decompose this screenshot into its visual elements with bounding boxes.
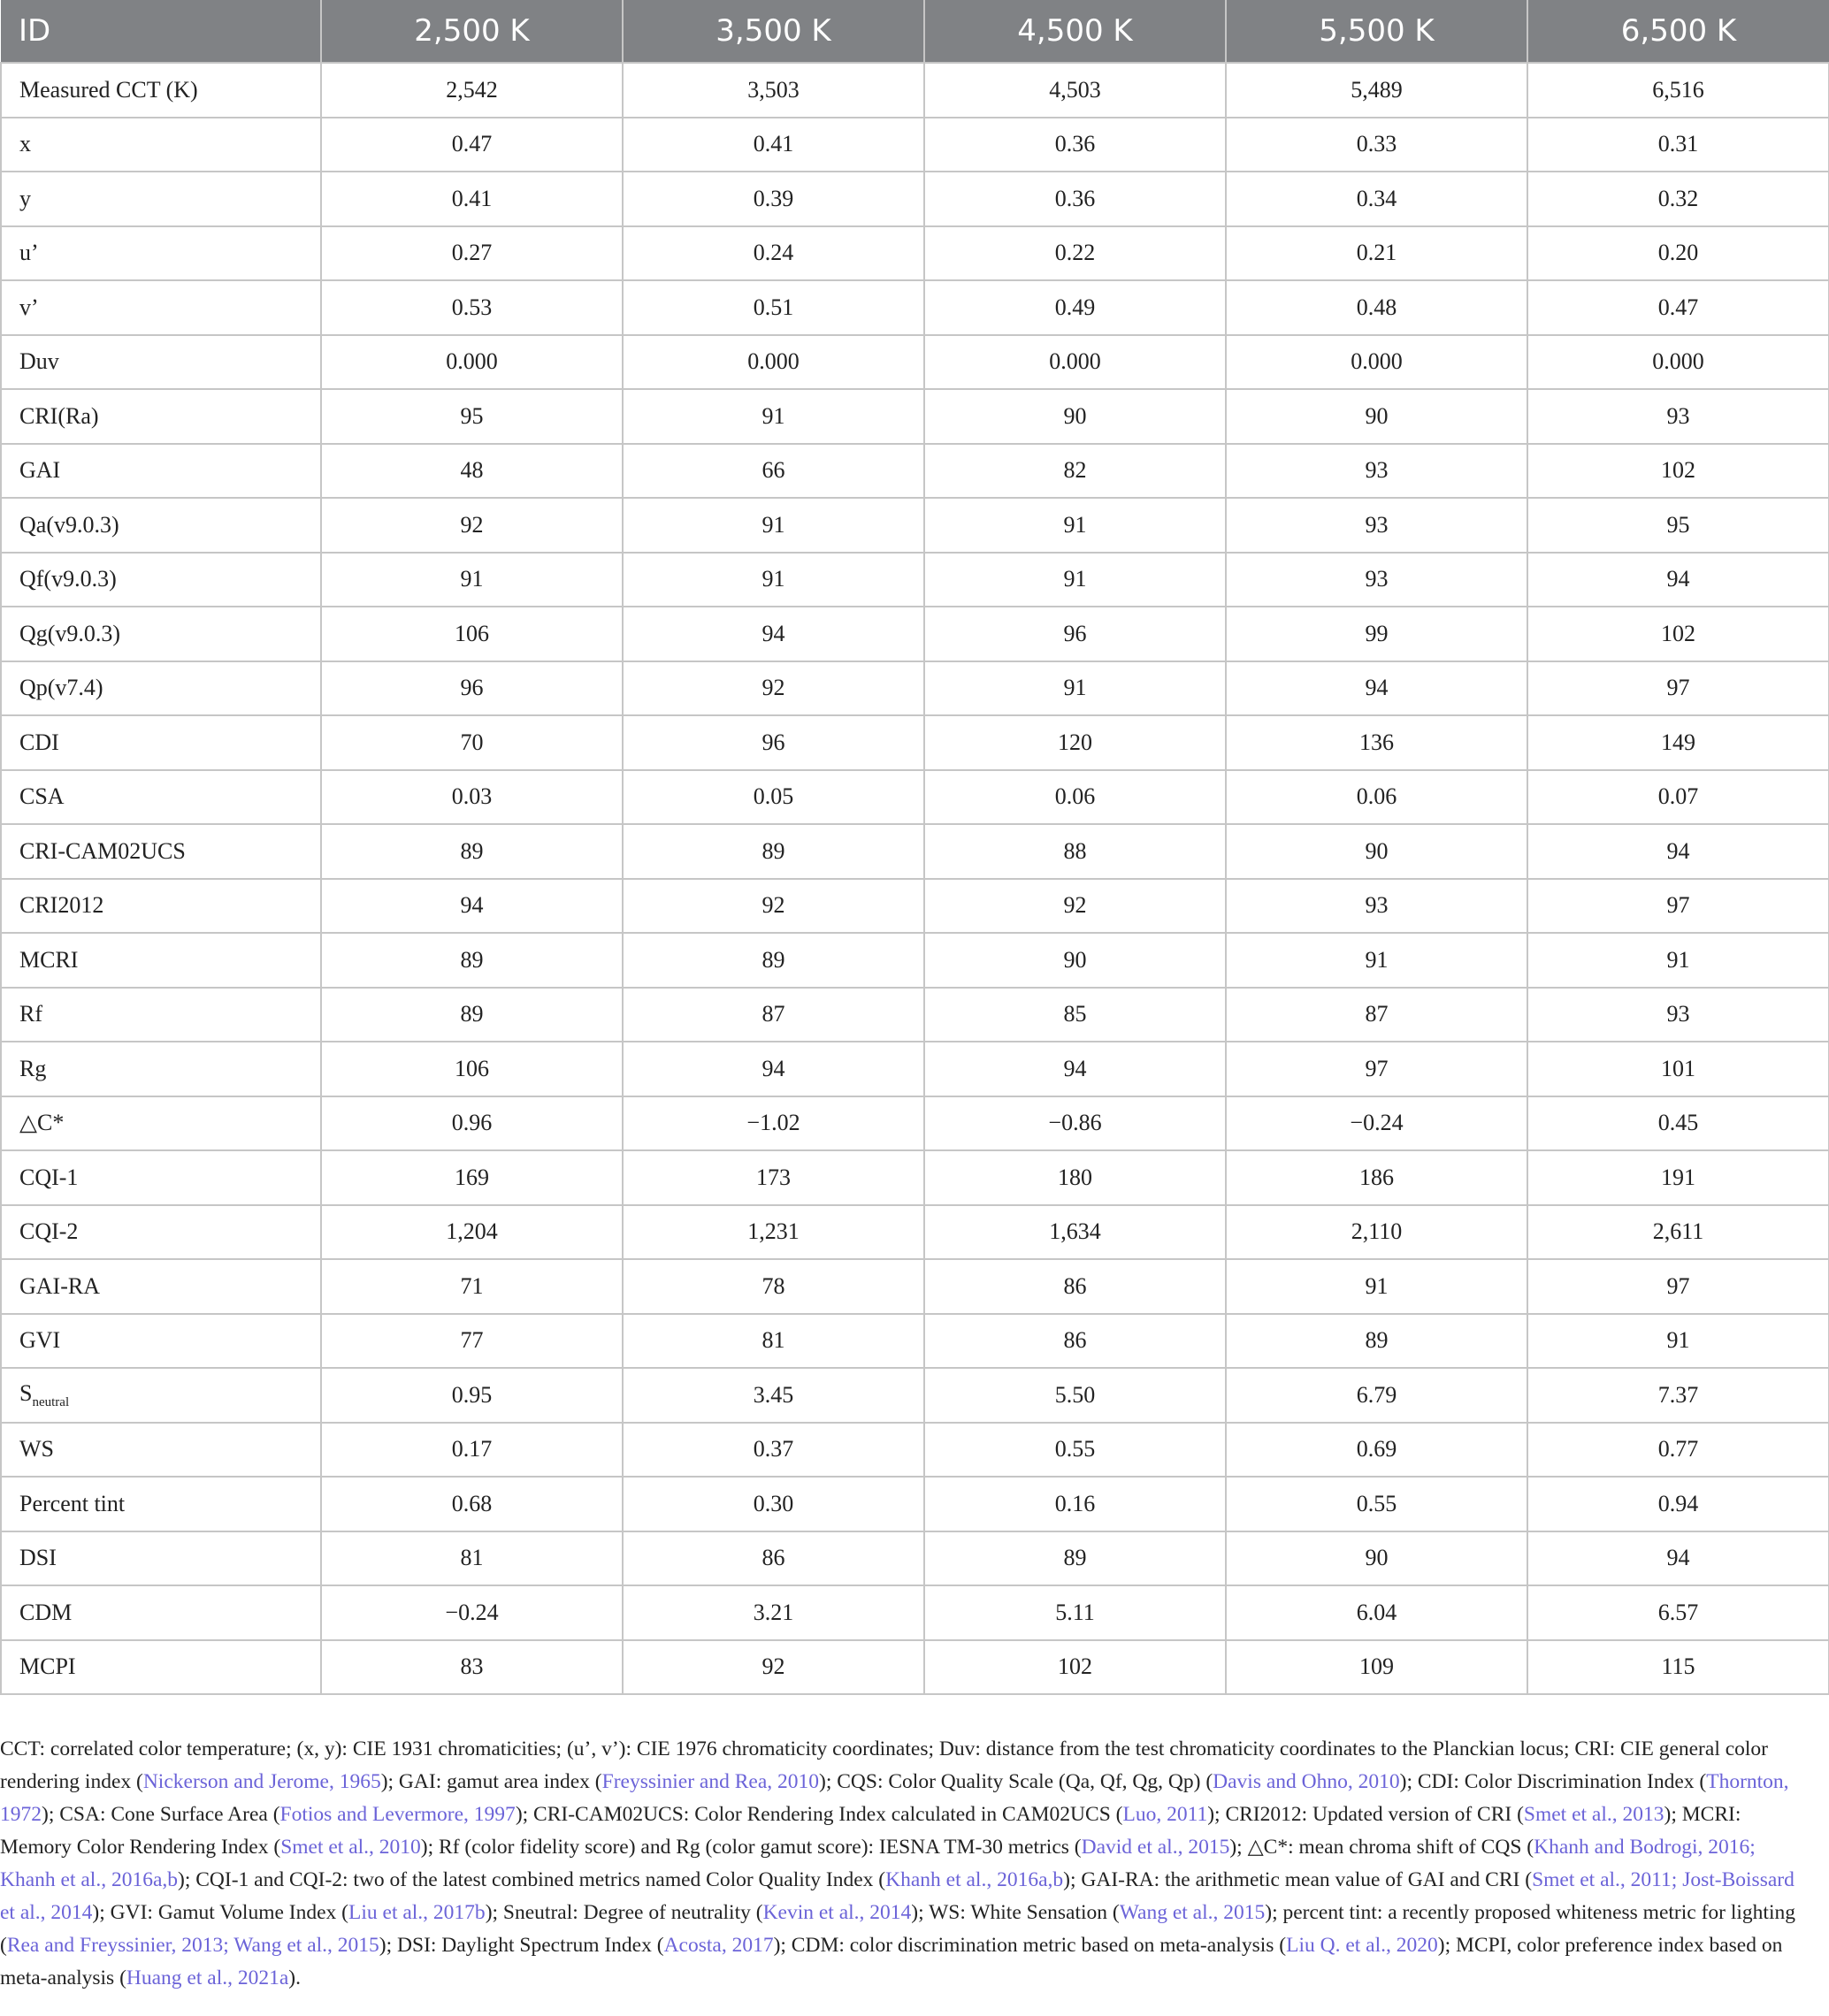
- table-cell: 0.96: [321, 1096, 623, 1151]
- table-cell: 0.36: [924, 118, 1226, 172]
- citation-link[interactable]: Freyssinier and Rea, 2010: [601, 1770, 820, 1793]
- table-cell: 90: [1226, 1531, 1527, 1586]
- table-cell: 86: [924, 1314, 1226, 1369]
- table-cell: 0.000: [1527, 335, 1829, 390]
- citation-link[interactable]: Liu Q. et al., 2020: [1286, 1934, 1438, 1957]
- footnote-text: ); Rf (color fidelity score) and Rg (color gamut score): IESNA TM-30 metrics (: [420, 1836, 1082, 1859]
- table-cell: 93: [1226, 553, 1527, 607]
- citation-link[interactable]: Liu et al., 2017b: [348, 1901, 486, 1924]
- table-cell: 180: [924, 1150, 1226, 1205]
- table-cell: 0.95: [321, 1368, 623, 1423]
- table-row: [1, 280, 1829, 335]
- table-cell: 87: [1226, 988, 1527, 1042]
- table-row: [1, 1042, 1829, 1096]
- table-cell: 0.05: [623, 770, 924, 825]
- header-cct-1: 2,500 K: [321, 0, 623, 63]
- table-cell: 0.53: [321, 280, 623, 335]
- table-cell: 99: [1226, 607, 1527, 661]
- table-cell: −0.86: [924, 1096, 1226, 1151]
- table-cell: 89: [623, 933, 924, 988]
- table-cell: 93: [1226, 879, 1527, 934]
- table-cell: 173: [623, 1150, 924, 1205]
- row-label: [1, 1042, 321, 1096]
- table-cell: 82: [924, 444, 1226, 499]
- footnote-text: ); CRI-CAM02UCS: Color Rendering Index calculated in CAM02UCS (: [515, 1803, 1123, 1826]
- table-row: [1, 1259, 1829, 1314]
- header-id: ID: [1, 0, 321, 63]
- table-cell: 0.94: [1527, 1477, 1829, 1531]
- table-cell: 3.21: [623, 1585, 924, 1640]
- footnote-text: ); △C*: mean chroma shift of CQS (: [1229, 1836, 1534, 1859]
- table-row: [1, 824, 1829, 879]
- footnote-text: ); WS: White Sensation (: [911, 1901, 1120, 1924]
- citation-link[interactable]: Huang et al., 2021a: [126, 1966, 289, 1989]
- citation-link[interactable]: Davis and Ohno, 2010: [1213, 1770, 1400, 1793]
- row-label: [1, 661, 321, 716]
- row-label-text: Duv: [19, 348, 59, 375]
- table-row: [1, 553, 1829, 607]
- table-cell: 186: [1226, 1150, 1527, 1205]
- footnote-text: ); CDI: Color Discrimination Index (: [1399, 1770, 1707, 1793]
- row-label-text: △C*: [19, 1110, 65, 1136]
- table-cell: 89: [1226, 1314, 1527, 1369]
- table-cell: 91: [623, 498, 924, 553]
- table-cell: 92: [321, 498, 623, 553]
- table-cell: 0.55: [924, 1423, 1226, 1478]
- table-cell: −0.24: [321, 1585, 623, 1640]
- table-cell: 106: [321, 607, 623, 661]
- table-row: [1, 1640, 1829, 1695]
- table-cell: 81: [623, 1314, 924, 1369]
- table-cell: 0.000: [1226, 335, 1527, 390]
- row-label: [1, 1205, 321, 1260]
- row-label-text: Qp(v7.4): [19, 675, 103, 701]
- table-cell: 86: [924, 1259, 1226, 1314]
- header-cct-4: 5,500 K: [1226, 0, 1527, 63]
- table-cell: 101: [1527, 1042, 1829, 1096]
- row-label: [1, 280, 321, 335]
- citation-link[interactable]: Rea and Freyssinier, 2013; Wang et al., 2015: [6, 1934, 379, 1957]
- table-cell: 92: [623, 879, 924, 934]
- table-cell: 106: [321, 1042, 623, 1096]
- table-row: [1, 444, 1829, 499]
- table-row: [1, 988, 1829, 1042]
- table-row: [1, 118, 1829, 172]
- citation-link[interactable]: David et al., 2015: [1081, 1836, 1230, 1859]
- table-cell: 97: [1226, 1042, 1527, 1096]
- footnote-text: ); GVI: Gamut Volume Index (: [92, 1901, 348, 1924]
- row-label: [1, 1314, 321, 1369]
- table-cell: 0.000: [623, 335, 924, 390]
- table-cell: 0.31: [1527, 118, 1829, 172]
- citation-link[interactable]: Smet et al., 2013: [1523, 1803, 1664, 1826]
- table-cell: 91: [924, 661, 1226, 716]
- table-cell: 91: [924, 553, 1226, 607]
- row-label-text: u’: [19, 240, 39, 266]
- table-cell: 91: [321, 553, 623, 607]
- table-row: [1, 1585, 1829, 1640]
- table-cell: 2,542: [321, 63, 623, 118]
- table-cell: 66: [623, 444, 924, 499]
- table-cell: 89: [924, 1531, 1226, 1586]
- table-cell: 7.37: [1527, 1368, 1829, 1423]
- row-label-text: GAI: [19, 457, 61, 484]
- table-cell: 136: [1226, 715, 1527, 770]
- header-row: [1, 0, 1829, 63]
- table-cell: 91: [924, 498, 1226, 553]
- row-label-text: CRI(Ra): [19, 402, 99, 429]
- table-cell: 0.69: [1226, 1423, 1527, 1478]
- row-label-text: GAI-RA: [19, 1272, 100, 1299]
- row-label-text: Qf(v9.0.3): [19, 566, 117, 592]
- table-cell: 0.39: [623, 172, 924, 226]
- table-cell: 120: [924, 715, 1226, 770]
- header-cct-5: 6,500 K: [1527, 0, 1829, 63]
- table-row: [1, 1477, 1829, 1531]
- row-label-text: CRI-CAM02UCS: [19, 837, 186, 864]
- table-cell: 1,634: [924, 1205, 1226, 1260]
- table-cell: 94: [1527, 553, 1829, 607]
- footnote-text: ); GAI: gamut area index (: [380, 1770, 602, 1793]
- table-cell: 0.49: [924, 280, 1226, 335]
- citation-link[interactable]: Kevin et al., 2014: [762, 1901, 912, 1924]
- table-cell: 94: [623, 607, 924, 661]
- footnote-text: CCT: correlated color temperature; (x, y): CIE 1931 chromaticities; (u’, v’): CIE 1976 chromaticity coordinates; Duv: distance from the test chromaticity coordinates to the Planckian locus; CRI: CIE general color rendering index (: [0, 1737, 1769, 1793]
- footnote-text: ); Sneutral: Degree of neutrality (: [485, 1901, 763, 1924]
- table-row: [1, 1423, 1829, 1478]
- table-cell: 0.22: [924, 226, 1226, 281]
- row-label: [1, 335, 321, 390]
- table-cell: 95: [321, 389, 623, 444]
- table-cell: −1.02: [623, 1096, 924, 1151]
- row-label: [1, 607, 321, 661]
- table-cell: 6.79: [1226, 1368, 1527, 1423]
- table-cell: −0.24: [1226, 1096, 1527, 1151]
- row-label-text: GVI: [19, 1327, 61, 1354]
- table-cell: 0.41: [321, 172, 623, 226]
- table-cell: 0.16: [924, 1477, 1226, 1531]
- citation-link[interactable]: Acosta, 2017: [663, 1934, 774, 1957]
- table-cell: 89: [321, 824, 623, 879]
- table-cell: 88: [924, 824, 1226, 879]
- row-label: [1, 63, 321, 118]
- table-row: [1, 715, 1829, 770]
- footnote-text: ); CDM: color discrimination metric based on meta-analysis (: [773, 1934, 1287, 1957]
- row-label: [1, 1259, 321, 1314]
- table-cell: 102: [1527, 607, 1829, 661]
- table-cell: 91: [1527, 1314, 1829, 1369]
- table-cell: 0.47: [1527, 280, 1829, 335]
- table-cell: 91: [1226, 1259, 1527, 1314]
- footnote-text: ); CQS: Color Quality Scale (Qa, Qf, Qg, Qp) (: [819, 1770, 1213, 1793]
- row-label: [1, 226, 321, 281]
- row-label: [1, 553, 321, 607]
- table-cell: 0.06: [924, 770, 1226, 825]
- table-cell: 1,231: [623, 1205, 924, 1260]
- footnote-text: ); DSI: Daylight Spectrum Index (: [379, 1934, 664, 1957]
- table-cell: 6,516: [1527, 63, 1829, 118]
- table-cell: 0.30: [623, 1477, 924, 1531]
- citation-link[interactable]: Fotios and Levermore, 1997: [279, 1803, 516, 1826]
- row-label-text: Qg(v9.0.3): [19, 620, 121, 646]
- table-cell: 94: [1527, 1531, 1829, 1586]
- row-label: [1, 770, 321, 825]
- row-label: [1, 444, 321, 499]
- table-cell: 102: [924, 1640, 1226, 1695]
- row-label-text: Rg: [19, 1055, 47, 1081]
- table-cell: 83: [321, 1640, 623, 1695]
- table-cell: 0.20: [1527, 226, 1829, 281]
- table-row: [1, 661, 1829, 716]
- table-row: [1, 879, 1829, 934]
- table-row: [1, 770, 1829, 825]
- table-row: [1, 607, 1829, 661]
- table-cell: 149: [1527, 715, 1829, 770]
- header-cct-3: 4,500 K: [924, 0, 1226, 63]
- row-label: [1, 824, 321, 879]
- table-cell: 71: [321, 1259, 623, 1314]
- table-cell: 91: [1527, 933, 1829, 988]
- table-cell: 96: [321, 661, 623, 716]
- table-cell: 89: [321, 988, 623, 1042]
- citation-link[interactable]: Wang et al., 2015: [1119, 1901, 1266, 1924]
- table-cell: 3.45: [623, 1368, 924, 1423]
- table-cell: 0.27: [321, 226, 623, 281]
- row-label: [1, 1096, 321, 1151]
- table-cell: 89: [623, 824, 924, 879]
- row-label: [1, 715, 321, 770]
- table-cell: 169: [321, 1150, 623, 1205]
- row-label-text: CRI2012: [19, 892, 104, 919]
- table-cell: 94: [1527, 824, 1829, 879]
- row-label-text: WS: [19, 1436, 54, 1462]
- row-label-text: y: [19, 185, 31, 211]
- citation-link[interactable]: Nickerson and Jerome, 1965: [142, 1770, 381, 1793]
- row-label: [1, 1150, 321, 1205]
- row-label-text: Qa(v9.0.3): [19, 511, 119, 538]
- row-label-text: CSA: [19, 783, 65, 810]
- row-label-subscript: neutral: [32, 1394, 70, 1409]
- table-row: [1, 1096, 1829, 1151]
- row-label: [1, 988, 321, 1042]
- row-label: [1, 389, 321, 444]
- table-row: [1, 63, 1829, 118]
- table-row: [1, 335, 1829, 390]
- table-cell: 4,503: [924, 63, 1226, 118]
- table-cell: 93: [1226, 498, 1527, 553]
- citation-link[interactable]: Khanh and Bodrogi, 2016; Khanh et al., 2016a,b: [0, 1836, 1756, 1891]
- footnote-text: ); MCRI: Memory Color Rendering Index (: [0, 1803, 1741, 1859]
- table-cell: 191: [1527, 1150, 1829, 1205]
- table-cell: 77: [321, 1314, 623, 1369]
- table-cell: 86: [623, 1531, 924, 1586]
- table-row: [1, 1150, 1829, 1205]
- table-cell: 94: [924, 1042, 1226, 1096]
- table-cell: 1,204: [321, 1205, 623, 1260]
- table-cell: 102: [1527, 444, 1829, 499]
- table-cell: 0.51: [623, 280, 924, 335]
- table-cell: 96: [924, 607, 1226, 661]
- row-label: [1, 118, 321, 172]
- footnote-text: ); percent tint: a recently proposed whiteness metric for lighting (: [0, 1901, 1795, 1957]
- table-cell: 0.47: [321, 118, 623, 172]
- table-row: [1, 498, 1829, 553]
- table-cell: 48: [321, 444, 623, 499]
- table-cell: 2,611: [1527, 1205, 1829, 1260]
- table-cell: 90: [1226, 389, 1527, 444]
- row-label-text: S: [19, 1379, 33, 1406]
- table-cell: 0.37: [623, 1423, 924, 1478]
- table-cell: 2,110: [1226, 1205, 1527, 1260]
- table-cell: 0.17: [321, 1423, 623, 1478]
- table-cell: 6.04: [1226, 1585, 1527, 1640]
- row-label-text: Measured CCT (K): [19, 76, 198, 103]
- row-label: [1, 498, 321, 553]
- table-row: [1, 226, 1829, 281]
- table-cell: 91: [1226, 933, 1527, 988]
- table-cell: 94: [1226, 661, 1527, 716]
- citation-link[interactable]: Khanh et al., 2016a,b: [885, 1868, 1064, 1891]
- table-cell: 93: [1527, 389, 1829, 444]
- row-label-text: Percent tint: [19, 1490, 126, 1516]
- table-cell: 3,503: [623, 63, 924, 118]
- table-cell: 115: [1527, 1640, 1829, 1695]
- table-cell: 87: [623, 988, 924, 1042]
- table-cell: 93: [1527, 988, 1829, 1042]
- citation-link[interactable]: Luo, 2011: [1122, 1803, 1208, 1826]
- row-label-text: CQI-1: [19, 1164, 79, 1190]
- table-cell: 97: [1527, 1259, 1829, 1314]
- citation-link[interactable]: Thornton, 1972: [0, 1770, 1789, 1826]
- row-label: [1, 933, 321, 988]
- table-cell: 0.07: [1527, 770, 1829, 825]
- table-cell: 89: [321, 933, 623, 988]
- table-cell: 0.33: [1226, 118, 1527, 172]
- table-row: [1, 172, 1829, 226]
- citation-link[interactable]: Smet et al., 2010: [280, 1836, 421, 1859]
- row-label: [1, 1640, 321, 1695]
- row-label: [1, 1585, 321, 1640]
- table-cell: 0.48: [1226, 280, 1527, 335]
- table-cell: 92: [924, 879, 1226, 934]
- row-label: [1, 879, 321, 934]
- table-cell: 70: [321, 715, 623, 770]
- table-cell: 6.57: [1527, 1585, 1829, 1640]
- table-cell: 0.24: [623, 226, 924, 281]
- table-cell: 5,489: [1226, 63, 1527, 118]
- table-cell: 91: [623, 389, 924, 444]
- table-cell: 85: [924, 988, 1226, 1042]
- row-label-text: CDM: [19, 1599, 73, 1625]
- table-cell: 5.11: [924, 1585, 1226, 1640]
- table-cell: 95: [1527, 498, 1829, 553]
- footnote-text: ); CSA: Cone Surface Area (: [42, 1803, 280, 1826]
- table-row: [1, 933, 1829, 988]
- table-cell: 0.32: [1527, 172, 1829, 226]
- table-cell: 97: [1527, 661, 1829, 716]
- row-label-text: CDI: [19, 729, 59, 755]
- table-cell: 0.000: [924, 335, 1226, 390]
- table-row: [1, 1531, 1829, 1586]
- row-label-text: DSI: [19, 1545, 57, 1571]
- row-label-text: MCPI: [19, 1653, 76, 1680]
- table-cell: 90: [924, 389, 1226, 444]
- table-cell: 93: [1226, 444, 1527, 499]
- row-label: [1, 1531, 321, 1586]
- table-cell: 0.34: [1226, 172, 1527, 226]
- row-label: [1, 1477, 321, 1531]
- table-footnote: [0, 1733, 1804, 1995]
- footnote-text: ); GAI-RA: the arithmetic mean value of GAI and CRI (: [1063, 1868, 1533, 1891]
- table-cell: 90: [1226, 824, 1527, 879]
- table-cell: 81: [321, 1531, 623, 1586]
- footnote-text: ).: [288, 1966, 301, 1989]
- table-row: [1, 1314, 1829, 1369]
- row-label-text: x: [19, 131, 31, 157]
- table-cell: 109: [1226, 1640, 1527, 1695]
- footnote-text: ); MCPI, color preference index based on meta-analysis (: [0, 1934, 1783, 1989]
- table-cell: 5.50: [924, 1368, 1226, 1423]
- footnote-text: ); CQI-1 and CQI-2: two of the latest combined metrics named Color Quality Index (: [178, 1868, 886, 1891]
- table-row: [1, 1368, 1829, 1423]
- table-cell: 0.03: [321, 770, 623, 825]
- table-row: [1, 389, 1829, 444]
- table-cell: 90: [924, 933, 1226, 988]
- table-cell: 92: [623, 1640, 924, 1695]
- row-label: [1, 1423, 321, 1478]
- row-label-text: CQI-2: [19, 1218, 79, 1245]
- citation-link[interactable]: Smet et al., 2011; Jost-Boissard et al., 2014: [0, 1868, 1795, 1924]
- table-row: [1, 1205, 1829, 1260]
- table-cell: 78: [623, 1259, 924, 1314]
- table-cell: 0.21: [1226, 226, 1527, 281]
- table-cell: 0.45: [1527, 1096, 1829, 1151]
- table-cell: 92: [623, 661, 924, 716]
- table-cell: 96: [623, 715, 924, 770]
- table-cell: 0.36: [924, 172, 1226, 226]
- table-cell: 0.06: [1226, 770, 1527, 825]
- table-cell: 0.41: [623, 118, 924, 172]
- table-cell: 91: [623, 553, 924, 607]
- table-header: [1, 0, 1829, 63]
- table-cell: 97: [1527, 879, 1829, 934]
- table-cell: 94: [623, 1042, 924, 1096]
- table-cell: 0.000: [321, 335, 623, 390]
- table-body: [1, 63, 1829, 1694]
- row-label: [1, 1368, 321, 1423]
- row-label: [1, 172, 321, 226]
- header-cct-2: 3,500 K: [623, 0, 924, 63]
- row-label-text: Rf: [19, 1001, 42, 1027]
- row-label-text: MCRI: [19, 946, 79, 973]
- table-cell: 0.55: [1226, 1477, 1527, 1531]
- table-cell: 0.77: [1527, 1423, 1829, 1478]
- row-label-text: v’: [19, 294, 39, 320]
- table-cell: 0.68: [321, 1477, 623, 1531]
- footnote-text: ); CRI2012: Updated version of CRI (: [1207, 1803, 1524, 1826]
- table-cell: 94: [321, 879, 623, 934]
